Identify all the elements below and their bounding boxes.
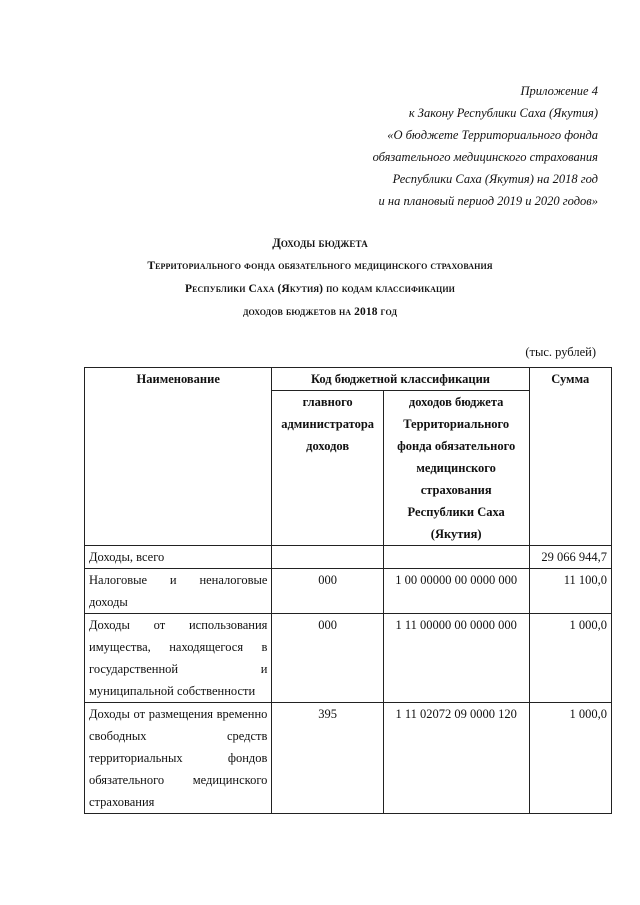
table-row	[85, 546, 612, 569]
table-row	[85, 569, 612, 614]
budget-income-table	[84, 367, 612, 814]
units-label: (тыс. рублей)	[525, 345, 596, 359]
appendix-line: к Закону Республики Саха (Якутия)	[408, 106, 598, 120]
row-name: Налоговые и неналоговые доходы	[85, 569, 272, 614]
table-row	[85, 614, 612, 703]
title-line-3: Республики Саха (Якутия) по кодам классификации	[184, 283, 455, 295]
title-line-1: Доходы бюджета	[272, 236, 368, 250]
header-admin: главного администратора доходов	[272, 391, 383, 546]
header-code-group: Код бюджетной классификации	[272, 368, 529, 391]
row-name: Доходы от использования имущества, находящегося в государственной и муниципальной собственности	[85, 614, 272, 703]
row-admin-code: 000	[272, 569, 383, 614]
row-admin-code: 000	[272, 614, 383, 703]
row-name: Доходы от размещения временно свободных средств территориальных фондов обязательного медицинского страхования	[85, 703, 272, 814]
row-budget-code: 1 11 00000 00 0000 000	[383, 614, 529, 703]
row-name: Доходы, всего	[85, 546, 272, 569]
appendix-line: Республики Саха (Якутия) на 2018 год	[392, 172, 598, 186]
header-sum: Сумма	[529, 368, 612, 546]
table-row	[85, 703, 612, 814]
row-sum: 1 000,0	[529, 703, 612, 814]
header-fund-code: доходов бюджета Территориального фонда обязательного медицинского страхования Республики Саха (Якутия)	[383, 391, 529, 546]
appendix-block	[373, 80, 598, 212]
row-budget-code: 1 11 02072 09 0000 120	[383, 703, 529, 814]
appendix-line: обязательного медицинского страхования	[372, 150, 598, 164]
appendix-line: Приложение 4	[520, 84, 598, 98]
appendix-line: и на плановый период 2019 и 2020 годов»	[378, 194, 598, 208]
row-budget-code	[383, 546, 529, 569]
row-budget-code: 1 00 00000 00 0000 000	[383, 569, 529, 614]
row-sum: 29 066 944,7	[529, 546, 612, 569]
table-header-row	[85, 368, 612, 391]
row-sum: 11 100,0	[529, 569, 612, 614]
row-admin-code	[272, 546, 383, 569]
appendix-line: «О бюджете Территориального фонда	[387, 128, 598, 142]
row-admin-code: 395	[272, 703, 383, 814]
row-sum: 1 000,0	[529, 614, 612, 703]
title-line-2: Территориального фонда обязательного медицинского страхования	[147, 260, 493, 272]
header-name: Наименование	[85, 368, 272, 546]
document-title	[0, 232, 640, 324]
title-line-4: доходов бюджетов на 2018 год	[242, 306, 398, 318]
